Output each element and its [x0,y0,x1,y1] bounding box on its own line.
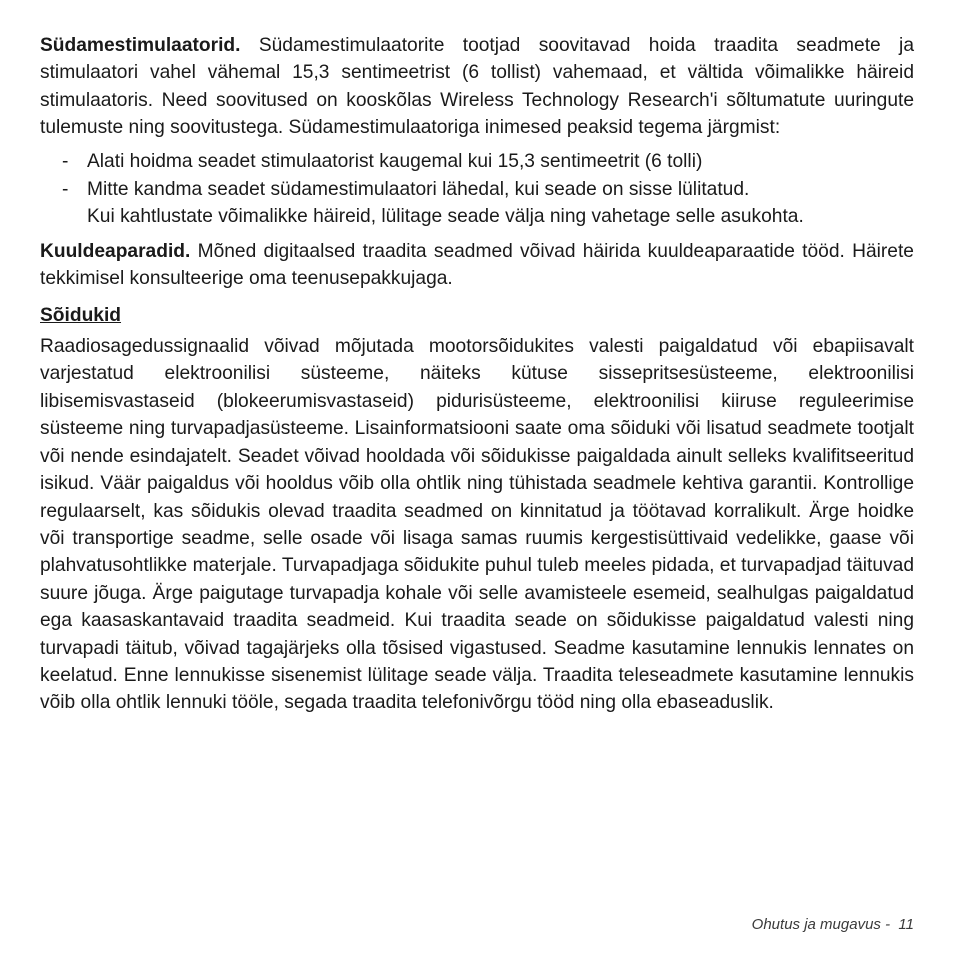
list-dash: - [62,179,69,201]
pacemakers-paragraph [40,32,914,142]
footer-section-title: Ohutus ja mugavus - [751,916,891,933]
list-item-text: Mitte kandma seadet südamestimulaatori lähedal, kui seade on sisse lülitatud. [87,179,750,201]
pacemakers-text: Südamestimulaatorite tootjad soovitavad hoida traadita seadmete ja stimulaatori vahel vähemal 15,3 sentimeetrist (6 tollist) vahemaad, et vältida võimalikke häireid stimulaatoris. Need soovitused on kooskõlas Wireless Technology Research'i sõltumatute uuringute tulemuste ning soovitustega. Südamestimulaatoriga inimesed peaksid tegema järgmist: [40,35,914,139]
vehicles-heading: Sõidukid [40,304,122,326]
hearing-aids-text: Mõned digitaalsed traadita seadmed võivad häirida kuuldeaparaatide tööd. Häirete tekkimisel konsulteerige oma teenusepakkujaga. [40,240,914,290]
list-dash: - [62,150,69,172]
document-page [40,32,914,723]
hearing-aids-lead: Kuuldeaparadid. [40,240,191,262]
list-item [40,148,914,175]
page-footer [752,916,914,933]
list-item-text: Alati hoidma seadet stimulaatorist kaugemal kui 15,3 sentimeetrit (6 tolli) [87,150,703,172]
hearing-aids-paragraph [40,238,914,293]
pacemakers-lead: Südamestimulaatorid. [40,35,241,56]
pacemaker-instructions-list [40,148,914,231]
page-number: 11 [898,916,914,933]
vehicles-paragraph: Raadiosagedussignaalid võivad mõjutada mootorsõidukites valesti paigaldatud või ebapiisavalt varjestatud elektroonilisi süsteeme, näiteks kütuse sissepritsesüsteeme, elektroonilisi libisemisvastaseid (blokeerumisvastaseid) pidurisüsteeme, elektroonilisi kiiruse reguleerimise süsteeme ning turvapadjasüsteeme. Lisainformatsiooni saate oma sõiduki või lisatud seadmete tootjalt või nende esindajatelt. Seadet võivad hooldada või sõidukisse paigaldada ainult selleks kvalifitseeritud isikud. Väär paigaldus või hooldus võib olla ohtlik ning tühistada seadmele kehtiva garantii. Kontrollige regulaarselt, kas sõidukis olevad traadita seadmed on kinnitatud ja töötavad korralikult. Ärge hoidke või transportige seadme, selle osade või lisaga samas ruumis kergestisüttivaid vedelikke, gaase või plahvatusohtlikke materjale. Turvapadjaga sõidukite puhul tuleb meeles pidada, et turvapadjad täituvad suure jõuga. Ärge paigutage turvapadja kohale või selle avamisteele esemeid, sealhulgas paigaldatud ega kaasaskantavaid traadita seadmeid. Kui traadita seade on sõidukisse paigaldatud valesti ning turvapadi täitub, võivad tagajärjeks olla tõsised vigastused. Seadme kasutamine lennukis lennates on keelatud. Enne lennukisse sisenemist lülitage seade välja. Traadita teleseadmete kasutamine lennukis võib olla ohtlik lennuki tööle, segada traadita telefonivõrgu tööd ning olla ebaseaduslik. [40,336,914,714]
list-item [40,176,914,231]
list-item-continuation: Kui kahtlustate võimalikke häireid, lülitage seade välja ning vahetage selle asukohta. [87,206,804,228]
